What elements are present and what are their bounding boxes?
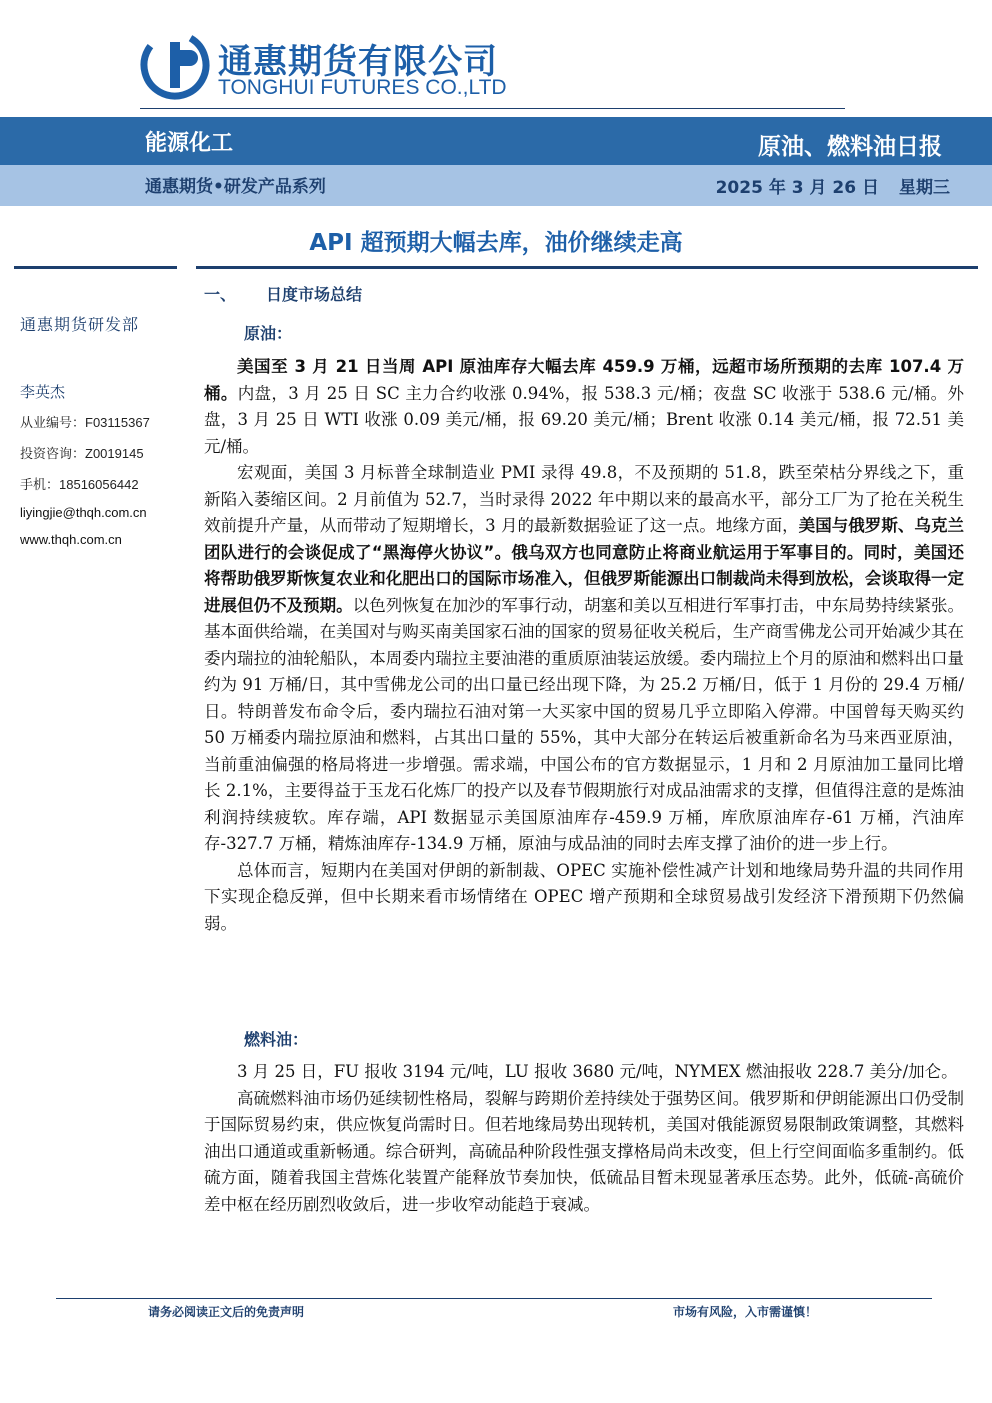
license-number: F03115367	[85, 415, 150, 430]
footer-divider	[56, 1298, 932, 1299]
fuel-content	[204, 1059, 964, 1218]
crude-paragraph-2	[204, 460, 964, 858]
brand-name-en: TONGHUI FUTURES CO.,LTD	[218, 76, 507, 99]
analyst-name: 李英杰	[20, 383, 66, 401]
crude-heading: 原油：	[244, 324, 293, 343]
report-date: 2025 年 3 月 26 日	[715, 178, 879, 198]
crude-fundamentals: 以色列恢复在加沙的军事行动，胡塞和美以互相进行军事打击，中东局势持续紧张。基本面供给端，在美国对与购买南美国家石油的国家的贸易征收关税后，生产商雪佛龙公司开始减少其在委内瑞拉的油轮船队，本周委内瑞拉主要油港的重质原油装运放缓。委内瑞拉上个月的原油和燃料出口量约为 91 万桶/日，其中雪佛龙公司的出口量已经出现下降，为 25.2 万桶/日，低于 1 月份的 29.4 万桶/日。特朗普发布命令后，委内瑞拉石油对第一大买家中国的贸易几乎立即陷入停滞。中国曾每天购买约 50 万桶委内瑞拉原油和燃料，占其出口量的 55%，其中大部分在转运后被重新命名为马来西亚原油，当前重油偏强的格局将进一步增强。需求端，中国公布的官方数据显示，1 月和 2 月原油加工量同比增长 2.1%，主要得益于玉龙石化炼厂的投产以及春节假期旅行对成品油需求的支撑，但值得注意的是炼油利润持续疲软。库存端，API 数据显示美国原油库存-459.9 万桶，库欣原油库存-61 万桶，汽油库存-327.7 万桶，精炼油库存-134.9 万桶，原油与成品油的同时去库支撑了油价的进一步上行。	[204, 595, 965, 853]
fuel-heading: 燃料油：	[244, 1030, 309, 1049]
content-rule	[196, 266, 978, 269]
crude-paragraph-3: 总体而言，短期内在美国对伊朗的新制裁、OPEC 实施补偿性减产计划和地缘局势升温的共同作用下实现企稳反弹，但中长期来看市场情绪在 OPEC 增产预期和全球贸易战引发经济下滑预期下仍然偏弱。	[204, 860, 964, 933]
section-number: 一、	[204, 285, 237, 304]
company-logo-icon	[140, 30, 210, 100]
phone-label: 手机：	[20, 478, 60, 493]
fuel-paragraph-1: 3 月 25 日，FU 报收 3194 元/吨，LU 报收 3680 元/吨，NYMEX 燃油报收 228.7 美分/加仑。	[237, 1062, 958, 1081]
crude-geopolitics: 美国与俄罗斯、乌克兰团队进行的会谈促成了“黑海停火协议”。俄乌双方也同意防止将商业航运用于军事目的。同时，美国还将帮助俄罗斯恢复农业和化肥出口的国际市场准入，但俄罗斯能源出口制裁尚未得到放松，会谈取得一定进展但仍不及预期。	[204, 516, 965, 615]
footer-disclaimer: 请务必阅读正文后的免责声明	[148, 1305, 305, 1319]
header-divider	[140, 108, 845, 109]
analyst-sidebar	[20, 312, 190, 559]
crude-highlight: 美国至 3 月 21 日当周 API 原油库存大幅去库 459.9 万桶，远超市场所预期的去库 107.4 万桶。	[204, 357, 964, 403]
crude-macro: 宏观面，美国 3 月标普全球制造业 PMI 录得 49.8，不及预期的 51.8，跌至荣枯分界线之下，重新陷入萎缩区间。2 月前值为 52.7，当时录得 2022 年中期以来的最高水平，部分工厂为了抢在关税生效前提升产量，从而带动了短期增长，3 月的最新数据验证了这一点。地缘方面，	[204, 463, 964, 535]
company-website[interactable]: www.thqh.com.cn	[20, 532, 122, 547]
phone-row	[20, 474, 190, 493]
research-dept: 通惠期货研发部	[20, 315, 140, 334]
report-date-block	[716, 173, 950, 198]
report-category: 能源化工	[145, 131, 234, 156]
license-label: 从业编号：	[20, 416, 86, 431]
sidebar-rule	[14, 266, 177, 269]
section-title: 日度市场总结	[266, 285, 363, 304]
report-weekday: 星期三	[899, 178, 950, 198]
phone-number: 18516056442	[59, 477, 139, 492]
crude-paragraph-1	[204, 354, 964, 460]
consult-row	[20, 443, 190, 462]
brand-name-cn: 通惠期货有限公司	[218, 42, 498, 82]
fuel-paragraph-2: 高硫燃料油市场仍延续韧性格局，裂解与跨期价差持续处于强势区间。俄罗斯和伊朗能源出口仍受制于国际贸易约束，供应恢复尚需时日。但若地缘局势出现转机，美国对俄能源贸易限制政策调整，其燃料油出口通道或重新畅通。综合研判，高硫品种阶段性强支撑格局尚未改变，但上行空间面临多重制约。低硫方面，随着我国主营炼化装置产能释放节奏加快，低硫品目暂未现显著承压态势。此外，低硫-高硫价差中枢在经历剧烈收敛后，进一步收窄动能趋于衰减。	[204, 1088, 964, 1214]
report-title: API 超预期大幅去库，油价继续走高	[309, 230, 683, 256]
footer-risk-notice: 市场有风险，入市需谨慎！	[672, 1305, 817, 1319]
report-series: 通惠期货•研发产品系列	[145, 177, 326, 197]
consult-label: 投资咨询：	[20, 447, 86, 462]
consult-number: Z0019145	[85, 446, 144, 461]
license-row	[20, 412, 190, 431]
report-name: 原油、燃料油日报	[758, 134, 942, 160]
analyst-email[interactable]: liyingjie@thqh.com.cn	[20, 505, 147, 520]
crude-prices: 内盘，3 月 25 日 SC 主力合约收涨 0.94%，报 538.3 元/桶；夜盘 SC 收涨于 538.6 元/桶。外盘，3 月 25 日 WTI 收涨 0.09 美元/桶，报 69.20 美元/桶；Brent 收涨 0.14 美元/桶，报 72.51 美元/桶。	[204, 383, 965, 456]
crude-content	[204, 354, 964, 937]
